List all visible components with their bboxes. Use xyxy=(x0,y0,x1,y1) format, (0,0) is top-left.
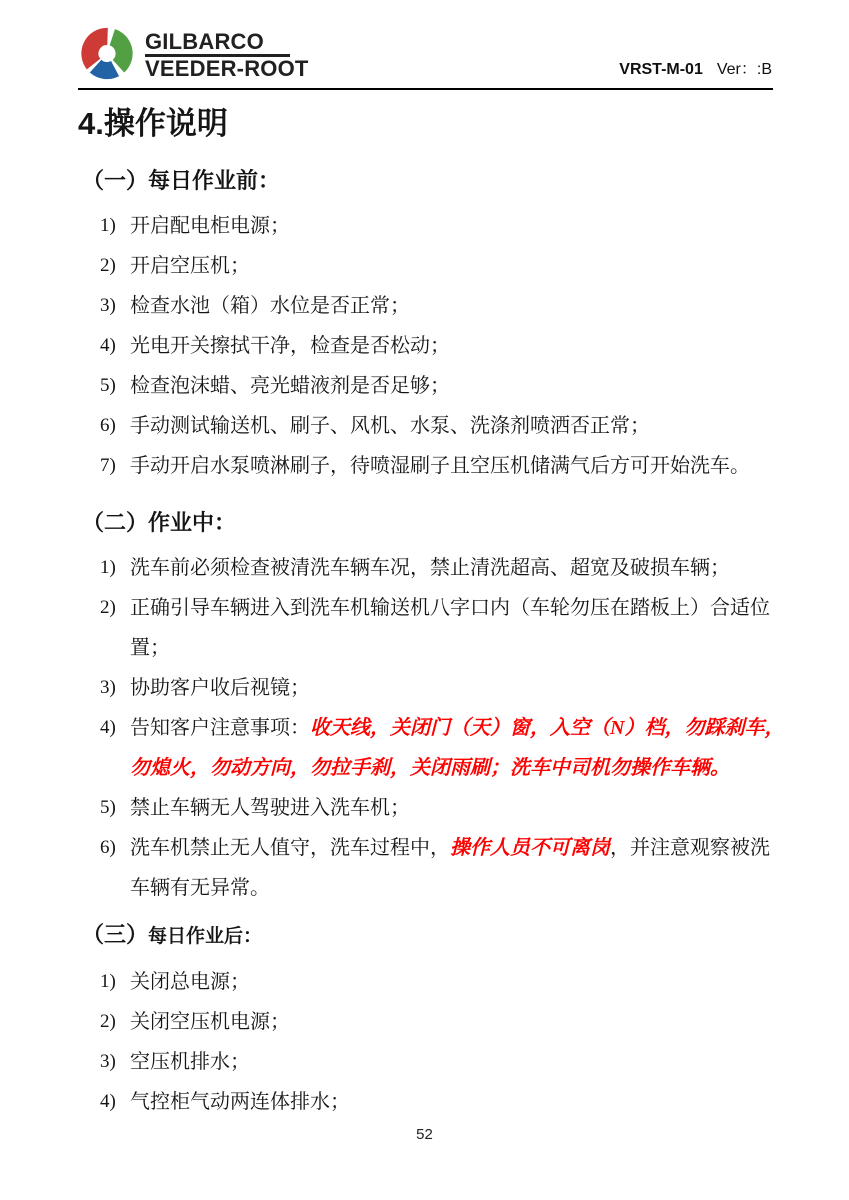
list-item xyxy=(78,366,772,406)
text-segment: 洗车机禁止无人值守，洗车过程中， xyxy=(130,837,450,859)
list-item xyxy=(78,788,772,828)
list-item xyxy=(78,246,772,286)
text-segment: 空压机排水； xyxy=(130,1051,250,1073)
item-text xyxy=(130,1042,772,1082)
heading-prefix: （二） xyxy=(82,510,149,535)
item-number: 2) xyxy=(100,255,116,276)
item-line xyxy=(130,588,772,628)
item-text xyxy=(130,708,785,788)
page-header xyxy=(78,25,772,89)
item-text xyxy=(130,588,772,668)
list-item xyxy=(78,446,772,486)
list-item xyxy=(78,206,772,246)
item-line xyxy=(130,446,772,486)
text-segment-red: 勿熄火，勿动方向，勿拉手刹，关闭雨刷；洗车中司机勿操作车辆。 xyxy=(130,757,730,779)
numbered-list xyxy=(78,206,772,486)
version-label: Ver：:B xyxy=(716,61,772,78)
header-rule xyxy=(78,88,773,90)
text-segment: 告知客户注意事项： xyxy=(130,717,310,739)
item-number: 1) xyxy=(100,215,116,236)
text-segment: 正确引导车辆进入到洗车机输送机八字口内（车轮勿压在踏板上）合适位 xyxy=(130,597,770,619)
list-item xyxy=(78,1042,772,1082)
item-line xyxy=(130,1082,772,1122)
item-line xyxy=(130,246,772,286)
list-item xyxy=(78,1002,772,1042)
item-text xyxy=(130,206,772,246)
document-id xyxy=(619,56,772,79)
page-number: 52 xyxy=(416,1126,433,1143)
heading-prefix: （三） xyxy=(82,922,149,947)
item-line xyxy=(130,1042,772,1082)
text-segment: 洗车前必须检查被清洗车辆车况，禁止清洗超高、超宽及破损车辆； xyxy=(130,557,730,579)
item-number: 1) xyxy=(100,557,116,578)
list-item xyxy=(78,708,785,788)
section-3 xyxy=(78,920,772,1122)
section-heading xyxy=(82,508,772,538)
text-segment: 禁止车辆无人驾驶进入洗车机； xyxy=(130,797,410,819)
text-segment: 光电开关擦拭干净，检查是否松动； xyxy=(130,335,450,357)
item-text xyxy=(130,828,772,908)
item-number: 5) xyxy=(100,375,116,396)
section-heading xyxy=(82,166,772,196)
item-line xyxy=(130,1002,772,1042)
logo-arc-blue xyxy=(96,66,115,70)
section-heading xyxy=(82,920,772,952)
list-item xyxy=(78,406,772,446)
item-line xyxy=(130,668,772,708)
heading-prefix: （一） xyxy=(82,168,149,193)
text-segment: 检查水池（箱）水位是否正常； xyxy=(130,295,410,317)
item-number: 3) xyxy=(100,1051,116,1072)
list-item xyxy=(78,668,772,708)
page-title: 4.操作说明 xyxy=(78,106,228,141)
item-text xyxy=(130,1002,772,1042)
item-line xyxy=(130,788,772,828)
section-2 xyxy=(78,508,785,908)
item-text xyxy=(130,446,772,486)
item-line xyxy=(130,628,772,668)
item-text xyxy=(130,366,772,406)
list-item xyxy=(78,548,772,588)
item-number: 3) xyxy=(100,295,116,316)
item-number: 6) xyxy=(100,837,116,858)
text-segment-red: 操作人员不可离岗 xyxy=(450,837,610,859)
item-line xyxy=(130,708,785,748)
item-number: 7) xyxy=(100,455,116,476)
list-item xyxy=(78,588,772,668)
item-number: 4) xyxy=(100,1091,116,1112)
item-line xyxy=(130,366,772,406)
logo-arc-red xyxy=(90,36,108,64)
text-segment: 车辆有无异常。 xyxy=(130,877,270,899)
item-line xyxy=(130,962,772,1002)
heading-text: 每日作业后： xyxy=(148,926,263,947)
logo-arc-green xyxy=(112,37,124,66)
text-segment-red: 收天线，关闭门（天）窗，入空（N）档，勿踩刹车， xyxy=(310,717,785,739)
list-item xyxy=(78,326,772,366)
text-segment: 关闭空压机电源； xyxy=(130,1011,290,1033)
item-text xyxy=(130,326,772,366)
item-number: 1) xyxy=(100,971,116,992)
logo-line2: VEEDER-ROOT xyxy=(145,56,309,81)
numbered-list xyxy=(78,962,772,1122)
item-text xyxy=(130,668,772,708)
item-number: 3) xyxy=(100,677,116,698)
text-segment: 协助客户收后视镜； xyxy=(130,677,310,699)
item-line xyxy=(130,286,772,326)
item-text xyxy=(130,788,772,828)
logo-text xyxy=(145,25,309,81)
text-segment: 手动开启水泵喷淋刷子，待喷湿刷子且空压机储满气后方可开始洗车。 xyxy=(130,455,750,477)
item-text xyxy=(130,1082,772,1122)
item-line xyxy=(130,748,772,788)
item-number: 2) xyxy=(100,1011,116,1032)
list-item xyxy=(78,1082,772,1122)
text-segment: 关闭总电源； xyxy=(130,971,250,993)
text-segment: ，并注意观察被洗 xyxy=(610,837,770,859)
document-code: VRST-M-01 xyxy=(619,61,703,78)
item-number: 4) xyxy=(100,335,116,356)
item-number: 6) xyxy=(100,415,116,436)
list-item xyxy=(78,286,772,326)
numbered-list xyxy=(78,548,785,908)
item-number: 4) xyxy=(100,717,116,738)
item-text xyxy=(130,962,772,1002)
item-number: 2) xyxy=(100,597,116,618)
text-segment: 检查泡沫蜡、亮光蜡液剂是否足够； xyxy=(130,375,450,397)
item-text xyxy=(130,246,772,286)
sections xyxy=(78,166,785,1122)
text-segment: 手动测试输送机、刷子、风机、水泵、洗涤剂喷洒否正常； xyxy=(130,415,650,437)
item-text xyxy=(130,406,772,446)
item-line xyxy=(130,206,772,246)
item-text xyxy=(130,548,772,588)
text-segment: 开启配电柜电源； xyxy=(130,215,290,237)
item-line xyxy=(130,828,772,868)
item-line xyxy=(130,406,772,446)
text-segment: 置； xyxy=(130,637,170,659)
logo-mark-icon xyxy=(78,25,136,82)
logo-line1: GILBARCO xyxy=(145,30,290,57)
item-line xyxy=(130,548,772,588)
item-line xyxy=(130,868,772,908)
text-segment: 气控柜气动两连体排水； xyxy=(130,1091,350,1113)
list-item xyxy=(78,828,772,908)
item-line xyxy=(130,326,772,366)
heading-text: 作业中： xyxy=(148,510,237,535)
text-segment: 开启空压机； xyxy=(130,255,250,277)
item-text xyxy=(130,286,772,326)
page-footer xyxy=(0,1126,849,1143)
item-number: 5) xyxy=(100,797,116,818)
list-item xyxy=(78,962,772,1002)
page-content xyxy=(78,100,785,1122)
section-1 xyxy=(78,166,772,486)
heading-text: 每日作业前： xyxy=(148,168,281,193)
